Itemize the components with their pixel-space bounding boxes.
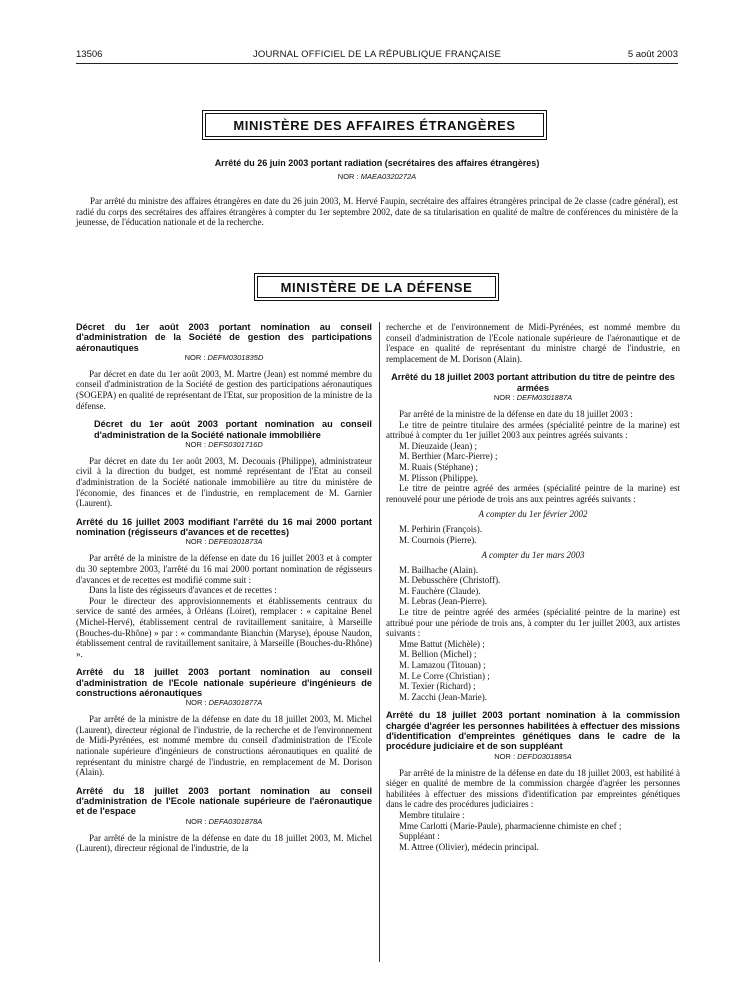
article-paragraph: Le titre de peintre agréé des armées (spécialité peintre de la marine) est attribué pour une période de trois ans, à compter du 1er juillet 2003, aux artistes suivants :: [386, 607, 680, 639]
nor-label: NOR :: [337, 172, 361, 181]
list-item: M. Dieuzaide (Jean) ;: [399, 440, 477, 451]
article-paragraph: Le titre de peintre titulaire des armées (spécialité peintre de la marine) est attribué à compter du 1er juillet 2003 aux peintres agréés suivants :: [386, 419, 680, 441]
article-title: Arrêté du 18 juillet 2003 portant nomination au conseil d'administration de l'Ecole nationale supérieure d'ingénieurs de constructions aéronautiques: [76, 667, 372, 698]
article-title: Décret du 1er août 2003 portant nomination au conseil d'administration de la Société de gestion des participations aéronautiques: [76, 322, 372, 353]
list-item: M. Bellion (Michel) ;: [399, 649, 477, 660]
nor-code: DEFM0301887A: [516, 392, 573, 402]
nor-line: NOR : DEFD0301885A: [494, 751, 572, 761]
list-item: M. Zacchi (Jean-Marie).: [399, 691, 487, 702]
date-subheading: A compter du 1er mars 2003: [481, 550, 585, 561]
ministry-title: MINISTÈRE DE LA DÉFENSE: [257, 276, 496, 298]
issue-date: 5 août 2003: [627, 49, 678, 60]
right-column: [386, 322, 680, 852]
nor-line: NOR : DEFM0301887A: [493, 392, 573, 402]
article-paragraph: Le titre de peintre agréé des armées (spécialité peintre de la marine) est renouvelé pour une période de trois ans aux peintres agréés suivants :: [386, 483, 680, 504]
article-paragraph: Pour le directeur des approvisionnements et établissements centraux du service de santé des armées, à Orléans (Loiret), remplacer : « capitaine Benel (Michel-Hervé), établissement central de ravitaillement sanitaire, à Marseille (Bouches-du-Rhône) » par : « commandante Bianchin (Maryse), épouse Naudon, établissement central de ravitaillement sanitaire, à Marseille (Bouches-du-Rhône) ».: [76, 595, 372, 659]
article-body: Par arrêté de la ministre de la défense en date du 18 juillet 2003, M. Michel (Laurent), directeur régional de l'industrie, de la recherche et de l'environnement de Midi-Pyrénées, est nommé membre du conseil d'administration de l'Ecole nationale supérieure d'ingénieurs de constructions aéronautiques en qualité de représentant du ministre chargé de l'industrie, en remplacement de M. Dorison (Alain).: [76, 714, 372, 778]
nor-code: DEFM0301835D: [207, 352, 264, 362]
page-number: 13506: [76, 49, 103, 60]
article-title: Arrêté du 16 juillet 2003 modifiant l'arrêté du 16 mai 2000 portant nomination (régisseurs d'avances et de recettes): [76, 516, 372, 538]
nor-line: [76, 172, 678, 182]
article-paragraph: Mme Carlotti (Marie-Paule), pharmacienne chimiste en chef ;: [399, 820, 622, 831]
list-item: M. Debusschère (Christoff).: [399, 575, 501, 586]
article-body: Par arrêté de la ministre de la défense en date du 18 juillet 2003, M. Michel (Laurent), directeur régional de l'industrie, de la: [76, 832, 372, 854]
list-item: M. Lebras (Jean-Pierre).: [399, 596, 487, 607]
column-separator: [379, 322, 380, 962]
article-paragraph: Suppléant :: [399, 831, 440, 842]
article-paragraph: M. Attree (Olivier), médecin principal.: [399, 841, 539, 852]
list-item: Mme Battut (Michèle) ;: [399, 638, 485, 649]
continued-paragraph: recherche et de l'environnement de Midi-Pyrénées, est nommé membre du conseil d'administration de l'Ecole nationale supérieure de l'aéronautique et de l'espace en qualité de représentant du ministre chargé de l'industrie, en remplacement de M. Dorison (Alain).: [386, 322, 680, 364]
article-title: Arrêté du 18 juillet 2003 portant attribution du titre de peintre des armées: [391, 372, 675, 393]
nor-code: DEFD0301885A: [517, 751, 572, 761]
header-rule: [76, 63, 678, 64]
article-body: Par décret en date du 1er août 2003, M. Martre (Jean) est nommé membre du conseil d'administration de la Société de gestion des participations aéronautiques (SOGEPA) en qualité de représentant de l'Etat, sur proposition de la ministre de la défense.: [76, 368, 372, 411]
journal-title: JOURNAL OFFICIEL DE LA RÉPUBLIQUE FRANÇAISE: [252, 49, 502, 60]
nor-line: NOR : DEFA0301878A: [185, 816, 263, 826]
list-item: M. Bailhache (Alain).: [399, 564, 478, 575]
nor-line: NOR : DEFM0301835D: [184, 352, 264, 362]
date-subheading: A compter du 1er février 2002: [478, 509, 588, 520]
arrete-body: Par arrêté du ministre des affaires étrangères en date du 26 juin 2003, M. Hervé Faupin, secrétaire des affaires étrangères principal de 2e classe (cadre général), est radié du corps des secrétaires des affaires étrangères à compter du 1er septembre 2002, date de sa titularisation en qualité de maître de conférences du ministère de la jeunesse, de l'éducation nationale et de la recherche.: [76, 196, 678, 227]
ministry-title: MINISTÈRE DES AFFAIRES ÉTRANGÈRES: [205, 113, 544, 137]
list-item: M. Cournois (Pierre).: [399, 534, 477, 545]
left-column: [76, 322, 372, 854]
article-paragraph: Par arrêté de la ministre de la défense en date du 18 juillet 2003, est habilité à siéger en qualité de membre de la commission chargée d'agréer les personnes habilitées à effectuer des missions d'identification par empreintes génétiques dans le cadre des procédures judiciaires :: [386, 767, 680, 810]
article-title: Décret du 1er août 2003 portant nomination au conseil d'administration de la Société nationale immobilière: [94, 419, 372, 440]
nor-code: DEFE0301873A: [208, 537, 263, 547]
painter-list: [386, 565, 680, 607]
nor-code: DEFA0301877A: [208, 698, 263, 708]
list-item: M. Texier (Richard) ;: [399, 681, 476, 692]
nor-line: NOR : DEFS0301716D: [185, 439, 263, 449]
nor-line: NOR : DEFE0301873A: [185, 537, 263, 547]
nor-line: NOR : DEFA0301877A: [185, 698, 263, 708]
list-item: M. Ruais (Stéphane) ;: [399, 461, 478, 472]
nor-code: DEFS0301716D: [208, 439, 263, 449]
arrete-title: Arrêté du 26 juin 2003 portant radiation (secrétaires des affaires étrangères): [214, 158, 540, 168]
nor-code: MAEA0320272A: [360, 172, 417, 181]
list-item: M. Berthier (Marc-Pierre) ;: [399, 451, 498, 462]
page-header: [76, 49, 678, 63]
ministry-box-defense: [254, 273, 499, 301]
list-item: M. Le Corre (Christian) ;: [399, 670, 490, 681]
painter-list: [386, 524, 680, 545]
list-item: M. Fauchère (Claude).: [399, 585, 481, 596]
artist-list: [386, 639, 680, 703]
article-paragraph: Membre titulaire :: [399, 809, 465, 820]
painter-list: [386, 441, 680, 483]
article-paragraph: Par arrêté de la ministre de la défense en date du 16 juillet 2003 et à compter du 30 septembre 2003, l'arrêté du 16 mai 2000 portant nomination de régisseurs d'avances et de recettes est modifié comme suit :: [76, 553, 372, 585]
list-item: M. Lamazou (Titouan) ;: [399, 660, 486, 671]
article-paragraph: Dans la liste des régisseurs d'avances et de recettes :: [89, 585, 277, 596]
article-title: Arrêté du 18 juillet 2003 portant nomination au conseil d'administration de l'Ecole nationale supérieure de l'aéronautique et de l'espace: [76, 785, 372, 817]
article-body: Par décret en date du 1er août 2003, M. Decouais (Philippe), administrateur civil à la direction du budget, est nommé représentant de l'Etat au conseil d'administration de la Société nationale immobilière au titre du ministère de l'économie, des finances et de l'industrie, en remplacement de M. Garnier (Laurent).: [76, 455, 372, 509]
list-item: M. Perhirin (François).: [399, 523, 482, 534]
list-item: M. Plisson (Philippe).: [399, 472, 479, 483]
article-paragraph: Par arrêté de la ministre de la défense en date du 18 juillet 2003 :: [399, 408, 633, 419]
article-title: Arrêté du 18 juillet 2003 portant nomination à la commission chargée d'agréer les personnes habilitées à effectuer des missions d'identification d'empreintes génétiques dans le cadre de la procédure judiciaire et de son suppléant: [386, 710, 680, 752]
nor-code: DEFA0301878A: [208, 816, 263, 826]
ministry-box-affaires-etrangeres: [202, 110, 547, 140]
